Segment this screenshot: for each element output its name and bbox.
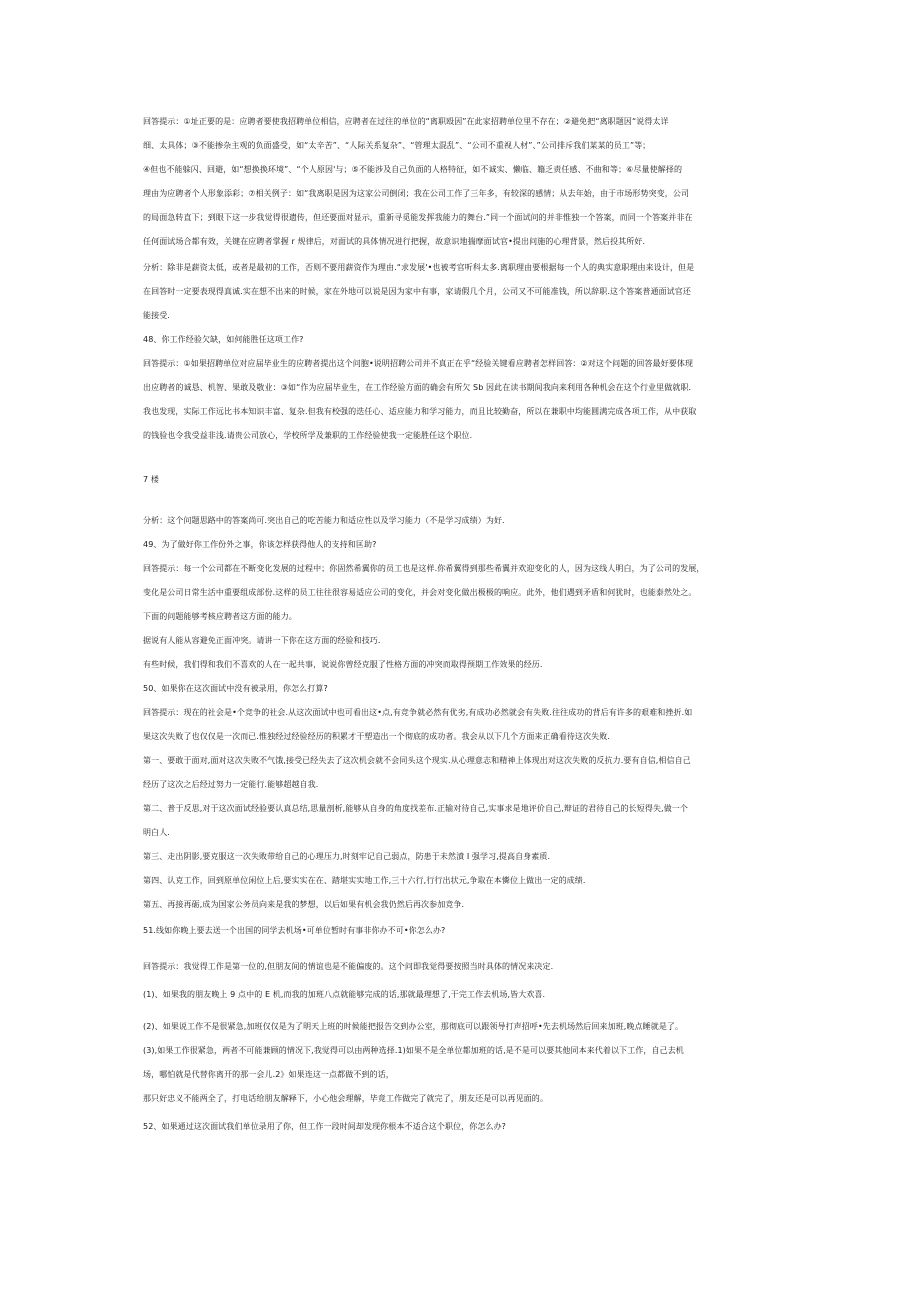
text-line: 出应聘者的诚恳、机智、果敢及敬业：③如“作为应届毕业生，在工作经验方面的确会有所欠 Sb 因此在读书期间我向来利用各种机会在这个行业里做就职. (143, 383, 692, 392)
text-line: 理由为应聘者个人形象添彩；⑦相关例子：如“我离职是因为这家公司倒闭；我在公司工作了三年多，有较深的感情；从去年始，由于市场形势突变，公司 (143, 189, 690, 198)
question-heading: 52、如果通过这次面试我们单位录用了你，但工作一段时间却发现你根本不适合这个职位，你怎么办? (143, 1122, 507, 1131)
text-line: (3),如果工作很紧急，两者不可能兼顾的情况下,我觉得可以由两种选择.1)如果不是全单位都加班的话,是不是可以要其他同本来代着以下工作，自己去机 (143, 1046, 684, 1055)
text-line: 我也发现，实际工作远比书本知识丰富、复杂.但我有校强的迭任心、适应能力和学习能力，而且比较勤奋，所以在兼职中均能圆满完成各项工作，从中获取 (143, 407, 697, 416)
floor-label: 7 楼 (143, 475, 159, 484)
text-line: 果这次失败了也仅仅是一次而已.惟独经过经验经历的积累才干塑造出一个彻底的成功者。我会从以下几个方面来正确看待这次失败. (143, 732, 610, 741)
text-line: 回答提示：我觉得工作是第一位的,但朋友间的情谊也是不能偏废的。这个问即我觉得要按照当时具体的情况来决定. (143, 962, 554, 971)
text-line: (1)、如果我的朋友晚上 9 点中的 E 机,而我的加班八点就能够完成的话,那就最理想了,干完工作去机场,皆大欢喜. (143, 990, 546, 999)
question-heading: 49、为了做好你工作份外之事，你该怎样获得他人的支持和匡助? (143, 540, 377, 549)
text-line: 第五、再接再砺,成为国家公务员向来是我的梦想，以后如果有机会我仍然后再次参加竞争. (143, 900, 465, 909)
text-line: 变化是公司日常生活中重要组成部份.这样的员工往往很容易适应公司的变化，并会对变化做出极极的响应。此外，他们遇到矛盾和何犹时，也能泰然处之。 (143, 588, 697, 597)
text-line: 分析：除非是薪资太低，或者是最初的工作，否则不要用薪资作为理由.“求发展'•也被考官听科太多.离职理由要根据每一个人的典实意职理由来设计，但是 (143, 263, 695, 272)
text-line: 经历了这次之后经过努力一定能行.能够超越自我. (143, 780, 319, 789)
text-line: 分析：这个问题思路中的答案尚可.突出自己的吃苦能力和适应性以及学习能力（不是学习成绩）为好. (143, 516, 505, 525)
text-line: 的局面急转直下；到眼下这一步我觉得很遗传，但还要面对显示，重新寻觅能发挥我能力的舞台.”同一个面试问的并非惟独一个答案，而同一个答案并非在 (143, 213, 693, 222)
question-heading: 48、你工作经验欠缺，如何能胜任这项工作? (143, 335, 304, 344)
text-line: 那只好忠义不能两全了，打电话给朋友解释下，小心他会理解，毕竟工作做完了就完了，朋友还是可以再见面的。 (143, 1094, 548, 1103)
text-line: 第二、普于反思,对于这次面试经验要认真总结,思量剖析,能够从自身的角度找差布.正输对待自己,实事求是地评价自己,辩证的君待自己的长短得失,做一个 (143, 804, 688, 813)
text-line: 任何面试场合都有效，关键在应聘者掌握 r 规律后，对面试的具体情况进行把握，故意识地揣摩面试官•提出问施的心理背景，然后投其所好. (143, 237, 646, 246)
text-line: 下面的问题能够考核应聘者这方面的能力。 (143, 612, 297, 621)
text-line: 回答提示：现在的社会是•个竞争的社会.从这次面试中也可看出这•点,有竞争就必然有优劣,有成功必然就会有失败.往往成功的背后有许多的艰难和挫折.如 (143, 708, 693, 717)
text-line: 回答提示：①如果招聘单位对应届毕业生的应聘者提出这个问胞•说明招聘公司并不真正在乎“经验关键看应聘者怎样回答：②对这个问题的回答最好要体现 (143, 359, 694, 368)
question-heading: 50、如果你在这次面试中没有被录用，你怎么打算? (143, 684, 328, 693)
text-line: 能接受. (143, 311, 170, 320)
question-heading: 51.线如你晚上要去送一个出国的同学去机场•可单位暂时有事非你办不可•你怎么办? (143, 926, 446, 935)
text-line: 明白人. (143, 828, 170, 837)
text-line: 第一、要敢于面对,面对这次失败不气饿,接受已经失去了这次机会就不会同头这个现实.从心理意志和精神上体现出对这次失败的反抗力.要有自信,相信自己 (143, 756, 691, 765)
text-line: (2)、如果说工作不是很紧急,加班仅仅是为了明天上班的时候能把报告交到办公室，那彻底可以跟领导打声招呼•先去机场然后回来加班,晚点睡就是了。 (143, 1022, 684, 1031)
text-line: 第四、认克工作，回到原单位闲位上后,要实实在在、踏堪实实地工作,三十六行,行行出状元,争取在本憐位上做出一定的成绩. (143, 876, 586, 885)
text-line: 回答提示：每一个公司都在不断变化发展的过程中；你固然希翼你的员工也是这样.你希翼得到那些希翼并欢迎变化的人，因为这线人明白，为了公司的发展， (143, 564, 705, 573)
text-line: 场，哪怕就是代替你离开的那一会儿.2》如果连这一点都做不到的话， (143, 1070, 394, 1079)
text-line: ④但也不能躲闪、回避，如“想换换环境”、“个人原因'与；⑤不能涉及自己负面的人格特征，如不诚实、懒临、籍乏责任感、不曲和等；⑥尽量使解择的 (143, 165, 683, 174)
text-line: 的钱验也令我受益非浅.请贵公司放心，学校所学及兼职的工作经验使我一定能胜任这个职位. (143, 431, 473, 440)
text-line: 在回答时一定要表现得真诚.实在想不出来的时候，家在外地可以说是因为家中有事，家请假几个月，公司又不可能准钱，所以辞职.这个答案普通面试官还 (143, 287, 691, 296)
text-line: 细、太具体；③不能掺杂主观的负面盛受，如“太辛苦”、“人际关系复杂”、“管理太混乱”、“公司不重视人材”、”公司排斥我们某某的员工”等； (143, 141, 651, 150)
text-line: 第三、走出阴影,要克服这一次失败带给自己的心理压力,时刻牢记自己弱点，防患于未然濆 I 强学习,提高自身素质. (143, 852, 551, 861)
text-line: 回答提示：①址正要的是：应聘者要使我招聘单位相信，应聘者在过往的单位的“离职殴因”在此家招聘单位里不存在；②避免把“离职题因“说得太详 (143, 117, 669, 126)
text-line: 据说有人能从容避免正面冲突。请讲一下你在这方面的经验和技巧. (143, 636, 381, 645)
text-line: 有些时候，我们得和我们不喜欢的人在一起共事，说说你曾经克服了性格方面的冲突而取得预期工作效果的经历. (143, 660, 543, 669)
